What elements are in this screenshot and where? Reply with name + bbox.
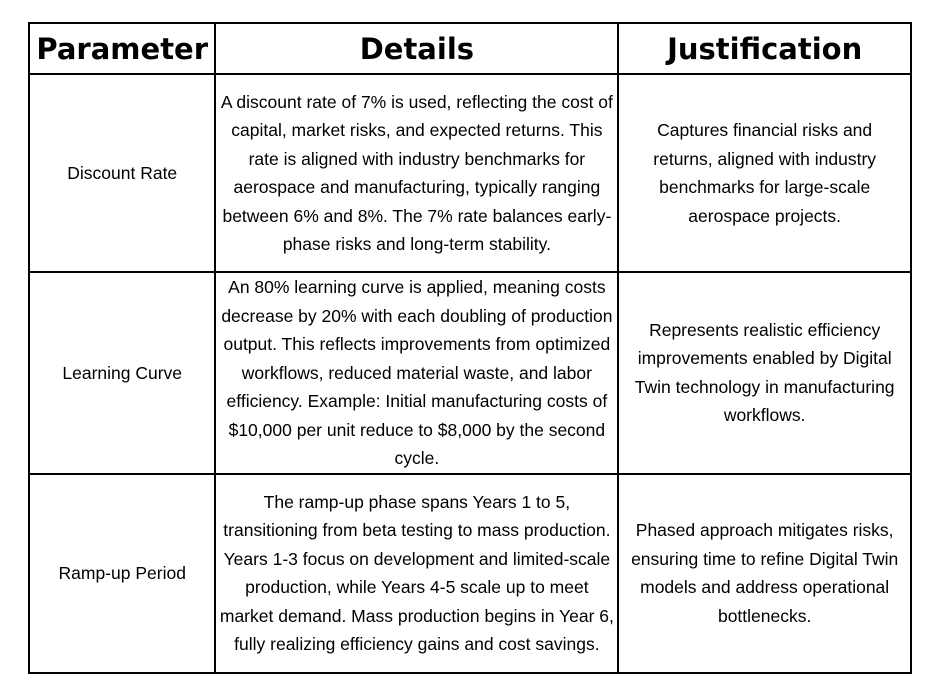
header-row <box>29 23 911 74</box>
justification-cell: Phased approach mitigates risks, ensuring time to refine Digital Twin models and address operational bottlenecks. <box>618 474 911 673</box>
justification-cell: Represents realistic efficiency improvements enabled by Digital Twin technology in manufacturing workflows. <box>618 272 911 474</box>
table-row-learning-curve <box>29 272 911 474</box>
parameter-cell: Ramp-up Period <box>29 474 215 673</box>
details-cell: An 80% learning curve is applied, meaning costs decrease by 20% with each doubling of production output. This reflects improvements from optimized workflows, reduced material waste, and labor efficiency. Example: Initial manufacturing costs of $10,000 per unit reduce to $8,000 by the second cycle. <box>215 272 618 474</box>
justification-cell: Captures financial risks and returns, aligned with industry benchmarks for large-scale aerospace projects. <box>618 74 911 272</box>
parameter-cell: Discount Rate <box>29 74 215 272</box>
details-cell: A discount rate of 7% is used, reflecting the cost of capital, market risks, and expected returns. This rate is aligned with industry benchmarks for aerospace and manufacturing, typically ranging between 6% and 8%. The 7% rate balances early-phase risks and long-term stability. <box>215 74 618 272</box>
details-cell: The ramp-up phase spans Years 1 to 5, transitioning from beta testing to mass production. Years 1-3 focus on development and limited-scale production, while Years 4-5 scale up to meet market demand. Mass production begins in Year 6, fully realizing efficiency gains and cost savings. <box>215 474 618 673</box>
parameter-cell: Learning Curve <box>29 272 215 474</box>
header-parameter: Parameter <box>29 23 215 74</box>
parameters-table <box>28 22 912 674</box>
table-row-discount-rate <box>29 74 911 272</box>
header-justification: Justification <box>618 23 911 74</box>
table-row-ramp-up-period <box>29 474 911 673</box>
header-details: Details <box>215 23 618 74</box>
